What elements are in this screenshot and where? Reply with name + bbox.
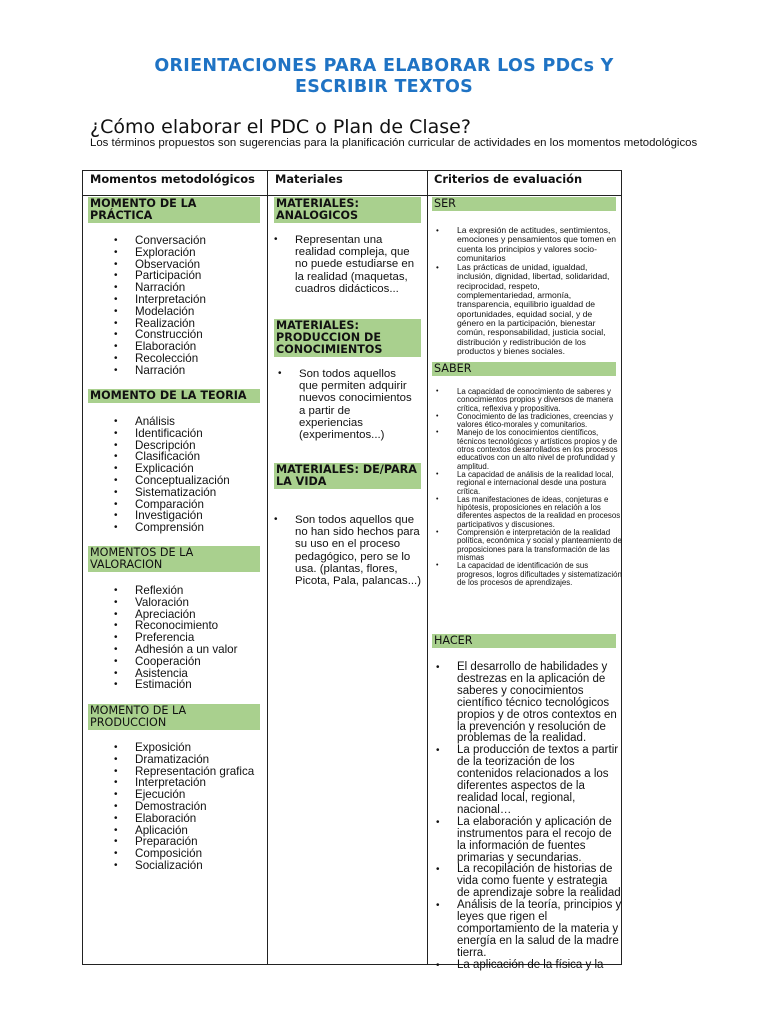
momento-practica-label: MOMENTO DE LA PRÁCTICA xyxy=(88,197,260,223)
materiales-analogicos-label: MATERIALES: ANALOGICOS xyxy=(274,197,421,223)
list-item: • Socialización xyxy=(111,860,261,872)
list-item: • Participación xyxy=(111,270,261,282)
intro-paragraph: Los términos propuestos son sugerencias para la planificación curricular de actividades en los momentos metodológicos xyxy=(90,137,698,149)
list-item: • Representación grafica xyxy=(111,766,261,778)
list-item: • La aplicación de la física y la xyxy=(433,960,623,972)
header-materiales: Materiales xyxy=(275,172,343,186)
list-item: • La recopilación de historias de vida como fuente y estrategia de aprendizaje sobre la realidad xyxy=(433,864,623,900)
materiales-analogicos-list xyxy=(271,234,423,295)
list-item: • La capacidad de conocimiento de saberes y conocimientos propios y diversos de manera crítica, reflexiva y propositiva. xyxy=(433,388,623,413)
criterio-ser-list xyxy=(433,226,617,356)
list-item: • Representan una realidad compleja, que no puede estudiarse en la realidad (maquetas, cuadros didácticos... xyxy=(271,234,423,295)
document-title xyxy=(0,56,768,98)
list-item: • Apreciación xyxy=(111,609,261,621)
list-item: • Estimación xyxy=(111,679,261,691)
list-item: • La producción de textos a partir de la teorización de los contenidos relacionados a los diferentes aspectos de la realidad local, regional, nacional… xyxy=(433,745,623,816)
list-item: • Cooperación xyxy=(111,656,261,668)
momento-practica-list xyxy=(111,235,261,377)
list-item: • Clasificación xyxy=(111,451,261,463)
criterio-hacer-list xyxy=(433,662,623,972)
list-item: • El desarrollo de habilidades y destrezas en la aplicación de saberes y conocimientos científico técnico tecnológicos propios y de otros contextos en la prevención y resolución de problemas de la realidad. xyxy=(433,662,623,745)
list-item: • Modelación xyxy=(111,306,261,318)
criterio-saber-list xyxy=(433,388,623,587)
momento-teoria-label: MOMENTO DE LA TEORIA xyxy=(88,389,260,403)
list-item: • Asistencia xyxy=(111,668,261,680)
header-criterios: Criterios de evaluación xyxy=(434,172,583,186)
momento-valoracion-list xyxy=(111,585,261,691)
list-item: • Observación xyxy=(111,259,261,271)
list-item: • Recolección xyxy=(111,353,261,365)
list-item: • Identificación xyxy=(111,428,261,440)
list-item: • Comparación xyxy=(111,499,261,511)
list-item: • Elaboración xyxy=(111,341,261,353)
column-divider xyxy=(267,171,268,964)
list-item: • La capacidad de análisis de la realidad local, regional e internacional desde una postura crítica. xyxy=(433,471,623,496)
title-line-1: ORIENTACIONES PARA ELABORAR LOS PDCs Y xyxy=(154,56,614,76)
materiales-vida-label: MATERIALES: DE/PARA LA VIDA xyxy=(274,463,421,489)
list-item: • Ejecución xyxy=(111,789,261,801)
column-divider xyxy=(427,171,428,964)
list-item: • Sistematización xyxy=(111,487,261,499)
list-item: • Exploración xyxy=(111,247,261,259)
materiales-vida-list xyxy=(271,514,423,587)
list-item: • Reflexión xyxy=(111,585,261,597)
list-item: • Análisis xyxy=(111,416,261,428)
momento-produccion-list xyxy=(111,742,261,872)
list-item: • Preferencia xyxy=(111,632,261,644)
list-item: • Análisis de la teoría, principios y leyes que rigen el comportamiento de la materia y energía en la salud de la madre tierra. xyxy=(433,900,623,960)
pdc-table xyxy=(82,170,622,971)
list-item: • Preparación xyxy=(111,836,261,848)
list-item: • Exposición xyxy=(111,742,261,754)
list-item: • Demostración xyxy=(111,801,261,813)
list-item: • Las prácticas de unidad, igualdad, inclusión, dignidad, libertad, solidaridad, reciprocidad, respeto, complementariedad, armonía, transparencia, equilibrio igualdad de oportunidades, equidad social, y de género en la participación, bienestar común, responsabilidad, justicia social, distribución y redistribución de los productos y bienes sociales. xyxy=(433,263,617,356)
list-item: • Construcción xyxy=(111,329,261,341)
momento-teoria-list xyxy=(111,416,261,534)
list-item: • Explicación xyxy=(111,463,261,475)
header-momentos: Momentos metodológicos xyxy=(90,172,255,186)
title-line-2: ESCRIBIR TEXTOS xyxy=(294,77,474,97)
list-item: • Conversación xyxy=(111,235,261,247)
list-item: • Conocimiento de las tradiciones, creencias y valores ético-morales y comunitarios. xyxy=(433,413,623,430)
materiales-produccion-list xyxy=(275,368,415,441)
list-item: • Las manifestaciones de ideas, conjeturas e hipótesis, proposiciones en relación a los diferentes aspectos de la realidad en procesos participativos y discusiones. xyxy=(433,496,623,529)
list-item: • Investigación xyxy=(111,510,261,522)
list-item: • Descripción xyxy=(111,440,261,452)
momento-produccion-label: MOMENTO DE LA PRODUCCION xyxy=(88,704,260,730)
list-item: • Realización xyxy=(111,318,261,330)
list-item: • Son todos aquellos que permiten adquirir nuevos conocimientos a partir de experiencias (experimentos...) xyxy=(275,368,415,441)
list-item: • Comprensión e interpretación de la realidad política, económica y social y planteamiento de proposiciones para la transformación de las mismas xyxy=(433,529,623,562)
criterio-saber-label: SABER xyxy=(432,362,616,376)
criterio-hacer-label: HACER xyxy=(432,634,616,648)
list-item: • Son todos aquellos que no han sido hechos para su uso en el proceso pedagógico, pero se lo usa. (plantas, flores, Picota, Pala, palancas...) xyxy=(271,514,423,587)
momento-valoracion-label: MOMENTOS DE LA VALORACION xyxy=(88,546,260,572)
list-item: • Dramatización xyxy=(111,754,261,766)
list-item: • Aplicación xyxy=(111,825,261,837)
list-item: • La elaboración y aplicación de instrumentos para el recojo de la información de fuentes primarias y secundarias. xyxy=(433,817,623,865)
list-item: • Composición xyxy=(111,848,261,860)
criterio-ser-label: SER xyxy=(432,197,616,211)
list-item: • Narración xyxy=(111,365,261,377)
list-item: • Adhesión a un valor xyxy=(111,644,261,656)
list-item: • La expresión de actitudes, sentimientos, emociones y pensamientos que tomen en cuenta los principios y valores socio-comunitarios xyxy=(433,226,617,263)
list-item: • Manejo de los conocimientos científicos, técnicos tecnológicos y artísticos propios y de otros contextos desarrollados en los procesos educativos con un alto nivel de profundidad y amplitud. xyxy=(433,429,623,470)
list-item: • Valoración xyxy=(111,597,261,609)
list-item: • Narración xyxy=(111,282,261,294)
list-item: • Reconocimiento xyxy=(111,620,261,632)
list-item: • Conceptualización xyxy=(111,475,261,487)
list-item: • Interpretación xyxy=(111,777,261,789)
materiales-produccion-label: MATERIALES: PRODUCCION DE CONOCIMIENTOS xyxy=(274,319,421,357)
list-item: • Interpretación xyxy=(111,294,261,306)
list-item: • Elaboración xyxy=(111,813,261,825)
list-item: • Comprensión xyxy=(111,522,261,534)
section-heading: ¿Cómo elaborar el PDC o Plan de Clase? xyxy=(90,116,471,138)
list-item: • La capacidad de identificación de sus progresos, logros dificultades y sistematización de los procesos de aprendizajes. xyxy=(433,562,623,587)
